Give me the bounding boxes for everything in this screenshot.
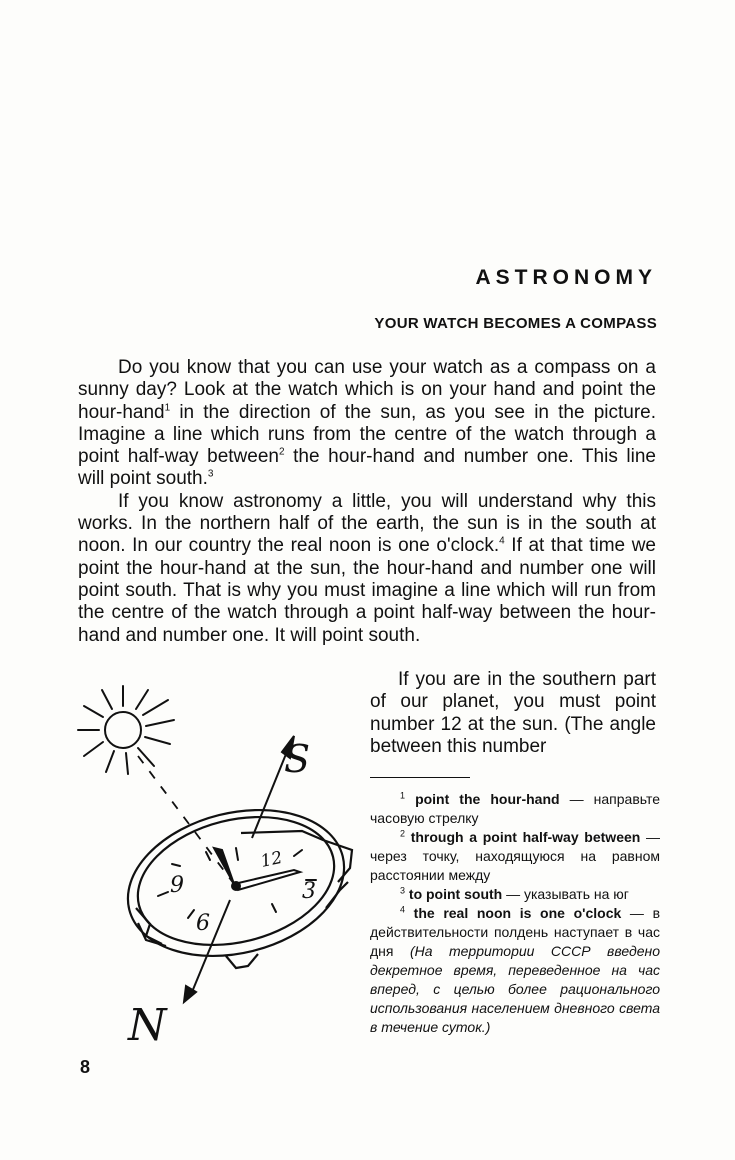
footnote-3 [370,885,660,904]
article-title: YOUR WATCH BECOMES A COMPASS [374,315,657,332]
footnote-translation: — указывать на юг [502,886,629,902]
page-number: 8 [80,1057,91,1077]
footnote-term: to point south [408,886,503,902]
footnote-number: 3 [400,885,406,896]
text-span: If at that time we point the hour-hand at the sun, the hour-hand and number one will point south. That is why you must imagine a line which will run from the centre of the watch through a point half-way between the hour-hand and number one. It will point south. [78,535,656,646]
watch-compass-illustration [76,668,366,1048]
compass-axis [184,736,294,1002]
footnote-divider [370,777,470,778]
footnote-marker: 1 [164,402,171,414]
north-label: N [128,1000,167,1048]
footnote-4 [370,904,660,1037]
footnote-term: the real noon is one o'clock [413,905,622,921]
footnote-number: 4 [400,904,406,915]
side-column-text [370,669,656,758]
footnote-note: (На территории СССР введено декретное время, переведенное на час вперед, с целью более рационального использования населением дневного света в течение суток.) [370,943,660,1035]
footnote-1 [370,790,660,828]
footnote-term: point the hour-hand [415,791,560,807]
footnote-2 [370,828,660,885]
section-title: ASTRONOMY [475,266,657,289]
footnote-marker: 3 [207,469,214,481]
footnote-term: through a point half-way between [410,829,641,845]
main-text [78,357,656,647]
text-span: in the direction of the sun, as you see in the picture. Imagine a line which runs from the centre of the watch through a point half-way between [78,401,656,468]
dial-number-9: 9 [170,873,184,898]
paragraph: If you are in the southern part of our planet, you must point number 12 at the sun. (The angle between this number [370,669,656,757]
footnote-translation: — в действительности полдень наступает в час дня [370,905,661,959]
dial-number-12: 12 [258,847,285,872]
footnote-number: 1 [400,790,406,801]
footnotes [370,790,660,1037]
sun-direction-line [138,756,234,884]
sun-icon [78,686,174,774]
text-span: the hour-hand and number one. This line will point south. [78,446,656,490]
dial-number-3: 3 [302,879,316,904]
paragraph [78,491,656,647]
footnote-translation: — направьте часовую стрелку [370,791,660,826]
south-label: S [284,737,311,781]
footnote-marker: 2 [278,446,285,458]
text-span: If you know astronomy a little, you will understand why this works. In the northern half of the earth, the sun is in the south at noon. In our country the real noon is one o'clock. [78,490,656,557]
footnote-marker: 4 [499,536,505,548]
footnote-translation: — через точку, находящуюся на равном расстоянии между [370,829,661,883]
paragraph [78,357,656,491]
watch-hands [214,848,300,890]
text-span: Do you know that you can use your watch as a compass on a sunny day? Look at the watch which is on your hand and point the hour-hand [78,357,656,423]
dial-number-6: 6 [196,911,210,936]
footnote-number: 2 [400,828,406,839]
